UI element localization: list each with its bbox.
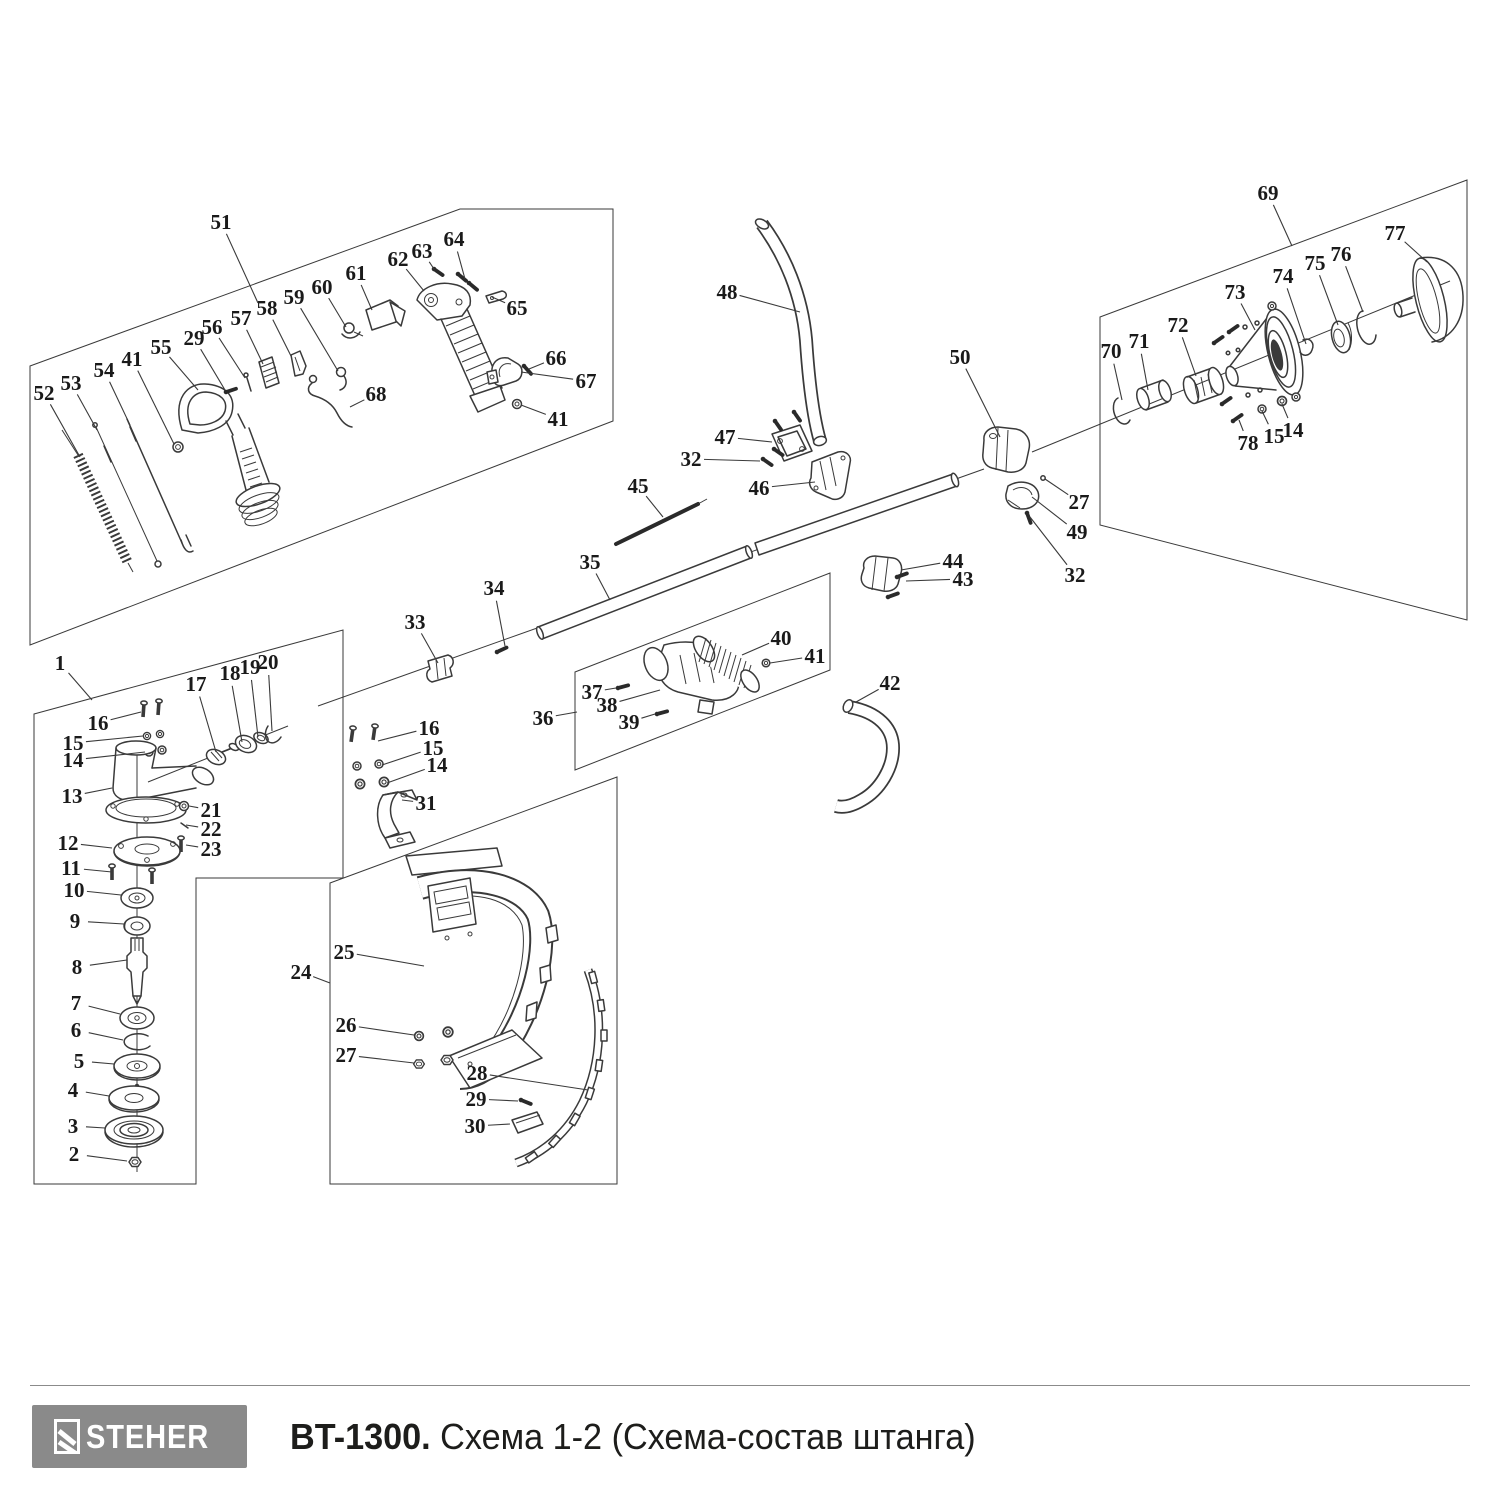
part-bushing-71 <box>1134 379 1173 411</box>
leader-line-25 <box>357 954 424 966</box>
part-label-20: 20 <box>257 650 279 674</box>
part-label-33: 33 <box>404 610 426 634</box>
part-screw-29a <box>223 387 237 395</box>
leader-line-59 <box>301 308 338 371</box>
leader-line-7 <box>89 1006 120 1014</box>
part-label-69: 69 <box>1257 181 1279 205</box>
part-label-14: 14 <box>426 753 448 777</box>
part-label-38: 38 <box>596 693 618 717</box>
part-circlip-76 <box>1357 311 1376 344</box>
part-label-6: 6 <box>70 1018 82 1042</box>
leader-line-72 <box>1182 337 1196 376</box>
part-nut-41b <box>513 400 522 409</box>
leader-line-19 <box>251 680 258 737</box>
part-label-5: 5 <box>73 1049 85 1073</box>
part-cable-clamp-33 <box>427 655 453 682</box>
part-label-56: 56 <box>201 315 223 339</box>
part-label-58: 58 <box>256 296 278 320</box>
part-bearing-7 <box>120 1007 154 1029</box>
leader-line-16 <box>378 731 416 741</box>
part-label-51: 51 <box>210 210 232 234</box>
part-spindle-shaft-8 <box>127 938 147 1004</box>
part-label-15: 15 <box>62 731 84 755</box>
leader-line-39 <box>641 714 655 718</box>
footer-divider <box>30 1385 1470 1386</box>
part-label-9: 9 <box>69 909 81 933</box>
leader-line-77 <box>1405 242 1427 262</box>
part-label-1: 1 <box>54 651 66 675</box>
part-label-64: 64 <box>443 227 465 251</box>
leader-line-68 <box>350 400 364 407</box>
part-nut-2 <box>129 1158 141 1167</box>
part-clip-65 <box>486 291 506 303</box>
part-hanger-clamp-44 <box>861 556 901 591</box>
leader-line-10 <box>87 891 121 895</box>
leader-line-24 <box>313 977 330 983</box>
part-label-37: 37 <box>581 680 603 704</box>
leader-line-36 <box>556 712 577 716</box>
leader-line-55 <box>169 357 198 390</box>
leader-line-42 <box>856 689 879 702</box>
part-label-70: 70 <box>1100 339 1122 363</box>
part-label-19: 19 <box>239 655 261 679</box>
part-screw-39 <box>654 709 668 717</box>
leader-line-76 <box>1346 266 1363 312</box>
part-pin-64b <box>466 280 479 292</box>
part-label-12: 12 <box>57 831 79 855</box>
leader-line-46 <box>772 482 815 487</box>
part-nut-27a <box>414 1060 425 1068</box>
part-label-14: 14 <box>1282 418 1304 442</box>
part-label-8: 8 <box>71 955 83 979</box>
leader-line-69 <box>1273 205 1292 246</box>
leader-line-37 <box>605 688 616 690</box>
part-label-62: 62 <box>387 247 409 271</box>
leader-line-44 <box>901 563 940 570</box>
part-pin-27a <box>1041 476 1045 480</box>
part-guard-25 <box>406 848 558 1088</box>
part-screw-43b <box>885 591 899 600</box>
leader-line-58 <box>273 320 291 356</box>
part-starter-rod-53 <box>93 423 161 567</box>
leader-line-78 <box>1239 420 1243 431</box>
part-label-32: 32 <box>1064 563 1086 587</box>
leader-line-20 <box>269 675 272 731</box>
part-label-78: 78 <box>1237 431 1259 455</box>
leader-line-13 <box>85 788 112 793</box>
part-bearing-10 <box>121 888 153 908</box>
leader-line-34 <box>496 601 505 646</box>
leader-line-38 <box>620 690 660 701</box>
leader-line-8 <box>90 960 127 965</box>
brand-name: STEHER <box>85 1418 209 1455</box>
page-title <box>290 1414 976 1460</box>
leader-line-18 <box>232 686 242 742</box>
part-label-48: 48 <box>716 280 738 304</box>
part-label-59: 59 <box>283 285 305 309</box>
leader-line-16 <box>111 712 141 720</box>
leader-line-14 <box>387 769 425 783</box>
part-washer-21 <box>180 802 189 811</box>
part-label-23: 23 <box>200 837 222 861</box>
leader-line-22 <box>186 825 198 827</box>
leader-line-54 <box>110 382 130 425</box>
part-label-27: 27 <box>1068 490 1090 514</box>
leader-line-48 <box>740 295 800 312</box>
part-pin-56 <box>244 373 251 391</box>
part-label-15: 15 <box>422 736 444 760</box>
part-label-10: 10 <box>63 878 85 902</box>
leader-line-1 <box>69 673 92 700</box>
part-label-21: 21 <box>200 798 222 822</box>
leader-line-11 <box>84 869 112 872</box>
leader-line-41 <box>138 371 174 444</box>
part-label-31: 31 <box>415 791 437 815</box>
leader-line-50 <box>966 369 1000 437</box>
part-label-60: 60 <box>311 275 333 299</box>
part-label-57: 57 <box>230 306 252 330</box>
part-coupler-50 <box>983 427 1030 472</box>
part-washer-26b <box>443 1027 453 1037</box>
part-washer-26a <box>415 1032 424 1041</box>
leader-line-62 <box>406 269 424 291</box>
part-label-61: 61 <box>345 261 367 285</box>
leader-line-53 <box>77 394 97 430</box>
part-label-44: 44 <box>942 549 964 573</box>
leader-line-27 <box>1045 479 1068 495</box>
part-label-16: 16 <box>87 711 109 735</box>
part-label-72: 72 <box>1167 313 1189 337</box>
schema-subtitle: Схема 1-2 (Схема-состав штанга) <box>440 1416 976 1457</box>
part-label-67: 67 <box>575 369 597 393</box>
part-label-77: 77 <box>1384 221 1406 245</box>
part-clamp-67 <box>487 358 522 386</box>
part-label-53: 53 <box>60 371 82 395</box>
part-label-17: 17 <box>185 672 207 696</box>
leader-line-47 <box>738 438 772 442</box>
part-label-3: 3 <box>67 1114 79 1138</box>
part-label-16: 16 <box>418 716 440 740</box>
part-hardware-set-mid <box>348 724 389 789</box>
part-label-73: 73 <box>1224 280 1246 304</box>
part-nut-41c <box>762 659 770 667</box>
part-bearing-75 <box>1328 319 1353 354</box>
part-pin-64a <box>455 271 468 283</box>
model-number: BT-1300. <box>290 1416 431 1457</box>
leader-line-41 <box>770 658 802 663</box>
part-label-29: 29 <box>465 1087 487 1111</box>
part-screw-32a <box>760 456 773 467</box>
part-bar-clamp-lower-46 <box>810 452 851 500</box>
part-screw-47b <box>772 418 783 431</box>
part-label-52: 52 <box>33 381 55 405</box>
part-throttle-rod-45 <box>616 499 707 544</box>
part-nut-27b <box>441 1056 453 1065</box>
part-bearing-9 <box>124 917 150 935</box>
leader-line-56 <box>219 338 245 378</box>
leader-line-60 <box>329 298 346 327</box>
leader-line-32 <box>1030 517 1067 565</box>
axis-lines <box>137 281 1450 1172</box>
part-screw-47c <box>791 409 802 422</box>
leader-line-71 <box>1141 354 1148 390</box>
part-label-43: 43 <box>952 567 974 591</box>
leader-line-27 <box>359 1057 414 1063</box>
part-label-4: 4 <box>67 1078 79 1102</box>
leader-line-52 <box>50 404 80 457</box>
group-box-gearhead <box>34 630 343 1184</box>
part-label-65: 65 <box>506 296 528 320</box>
part-label-18: 18 <box>219 661 241 685</box>
part-starter-grip-55 <box>179 384 283 529</box>
part-bar-clamp-upper-47 <box>772 425 812 461</box>
leader-line-26 <box>359 1027 414 1035</box>
part-label-24: 24 <box>290 960 312 984</box>
leader-line-23 <box>186 845 198 847</box>
part-label-22: 22 <box>200 817 222 841</box>
leader-line-33 <box>421 633 438 663</box>
leader-line-5 <box>92 1062 114 1064</box>
part-label-32: 32 <box>680 447 702 471</box>
part-screw-34 <box>494 645 508 655</box>
part-label-41: 41 <box>547 407 569 431</box>
part-label-2: 2 <box>68 1142 80 1166</box>
part-label-26: 26 <box>335 1013 357 1037</box>
leader-line-15 <box>1262 411 1268 424</box>
leader-line-29 <box>489 1100 518 1101</box>
leader-line-6 <box>89 1033 123 1040</box>
part-recoil-spring-52 <box>62 430 133 572</box>
leader-line-9 <box>88 922 124 924</box>
part-label-7: 7 <box>70 991 82 1015</box>
leader-line-75 <box>1320 275 1338 325</box>
leader-line-41 <box>521 405 546 414</box>
part-label-41: 41 <box>121 347 143 371</box>
part-label-36: 36 <box>532 706 554 730</box>
part-bracket-31 <box>378 790 417 848</box>
part-label-13: 13 <box>61 784 83 808</box>
part-label-74: 74 <box>1272 264 1294 288</box>
part-handlebar-48 <box>754 217 828 447</box>
part-label-29: 29 <box>183 326 205 350</box>
part-label-63: 63 <box>411 239 433 263</box>
part-label-47: 47 <box>714 425 736 449</box>
leader-line-21 <box>189 806 198 808</box>
part-label-45: 45 <box>627 474 649 498</box>
leader-line-14 <box>1282 404 1288 418</box>
leader-line-17 <box>200 696 216 752</box>
part-label-25: 25 <box>333 940 355 964</box>
steher-logo-mark-icon <box>54 1419 80 1454</box>
part-label-46: 46 <box>748 476 770 500</box>
leader-line-66 <box>529 363 544 369</box>
leader-line-70 <box>1114 364 1122 400</box>
part-label-54: 54 <box>93 358 115 382</box>
part-label-66: 66 <box>545 346 567 370</box>
part-starter-cable-54 <box>127 419 193 552</box>
part-screw-32b <box>1024 510 1033 524</box>
part-label-11: 11 <box>61 856 81 880</box>
leader-line-40 <box>742 643 769 655</box>
leader-line-2 <box>87 1156 127 1161</box>
leader-line-3 <box>86 1127 105 1128</box>
part-label-68: 68 <box>365 382 387 406</box>
part-label-27: 27 <box>335 1043 357 1067</box>
leader-line-49 <box>1032 497 1067 524</box>
part-screw-37 <box>615 683 629 691</box>
leader-line-67 <box>521 372 573 379</box>
part-drum-72 <box>1180 366 1226 406</box>
steher-logo <box>32 1405 247 1468</box>
part-label-34: 34 <box>483 576 505 600</box>
part-label-49: 49 <box>1066 520 1088 544</box>
part-label-39: 39 <box>618 710 640 734</box>
leader-line-28 <box>490 1075 588 1090</box>
leader-line-30 <box>488 1124 510 1125</box>
part-label-40: 40 <box>770 626 792 650</box>
leader-line-57 <box>247 330 263 364</box>
part-coupler-clamp-49 <box>1006 482 1039 509</box>
part-latch-58 <box>291 351 306 376</box>
leader-line-61 <box>361 285 372 310</box>
part-label-55: 55 <box>150 335 172 359</box>
part-flange-12 <box>114 837 180 866</box>
part-nut-41a <box>173 442 183 452</box>
part-label-28: 28 <box>466 1061 488 1085</box>
part-label-76: 76 <box>1330 242 1352 266</box>
part-lever-61 <box>366 300 405 330</box>
part-label-15: 15 <box>1263 424 1285 448</box>
part-label-41: 41 <box>804 644 826 668</box>
part-plate-30 <box>512 1112 543 1133</box>
part-label-71: 71 <box>1128 329 1150 353</box>
part-pinion-17 <box>204 742 240 767</box>
part-support-washer-4 <box>109 1086 159 1112</box>
leader-line-35 <box>596 574 610 600</box>
part-screw-29b <box>518 1097 532 1106</box>
part-label-75: 75 <box>1304 251 1326 275</box>
leader-line-43 <box>906 579 950 581</box>
part-label-35: 35 <box>579 550 601 574</box>
leader-line-31 <box>402 800 413 801</box>
part-circlip-70 <box>1113 398 1130 424</box>
part-j-tube-42 <box>836 698 893 807</box>
leader-line-45 <box>646 496 663 517</box>
part-label-14: 14 <box>62 748 84 772</box>
part-label-42: 42 <box>879 671 901 695</box>
leader-line-15 <box>382 752 421 765</box>
leader-line-4 <box>86 1092 109 1096</box>
part-screw-11b <box>149 868 155 884</box>
part-label-50: 50 <box>949 345 971 369</box>
leader-line-12 <box>81 844 112 848</box>
part-cup-3 <box>105 1116 163 1147</box>
part-label-30: 30 <box>464 1114 486 1138</box>
leader-line-32 <box>704 459 760 461</box>
